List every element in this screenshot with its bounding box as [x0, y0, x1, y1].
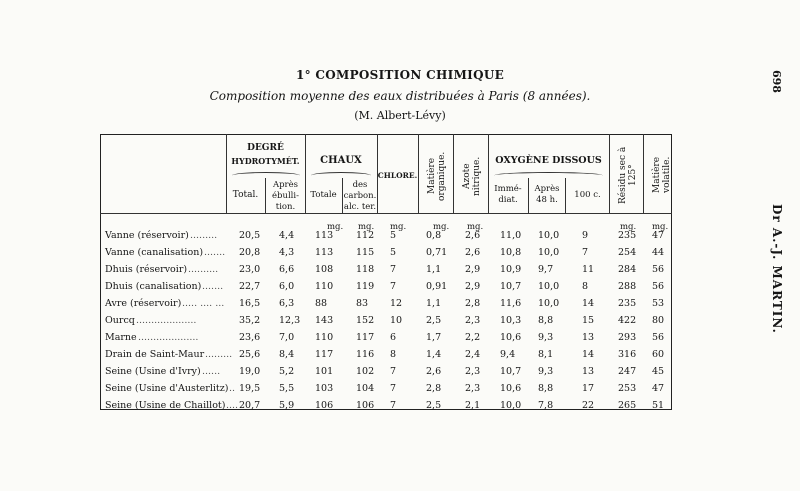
- cell-mat-org: 2,8: [426, 383, 442, 394]
- cell-c100: 22: [582, 400, 595, 411]
- page-title: 1° COMPOSITION CHIMIQUE: [295, 68, 505, 82]
- unit-mg: mg.: [327, 222, 344, 232]
- header-chaux-totale: Totale: [310, 190, 337, 200]
- row-label: Dhuis (canalisation): [105, 281, 202, 292]
- cell-chaux-totale: 117: [315, 349, 334, 360]
- cell-total: 25,6: [239, 349, 261, 360]
- cell-volatile: 45: [652, 366, 665, 377]
- table-row: [100, 349, 672, 366]
- cell-chlore: 6: [390, 332, 397, 343]
- cell-immediat: 11,0: [500, 230, 522, 241]
- cell-carbon: 83: [356, 298, 369, 309]
- cell-azote: 2,9: [465, 281, 481, 292]
- unit-mg: mg.: [433, 222, 450, 232]
- row-label: Seine (Usine de Chaillot): [105, 400, 226, 411]
- cell-volatile: 53: [652, 298, 665, 309]
- leader-dots: .........: [205, 349, 233, 360]
- table-row: [100, 298, 672, 315]
- row-label: Seine (Usine d'Austerlitz): [105, 383, 229, 394]
- cell-c100: 9: [582, 230, 589, 241]
- cell-apres48: 7,8: [538, 400, 554, 411]
- cell-immediat: 10,8: [500, 247, 522, 258]
- brace: [311, 172, 371, 179]
- table-row: [100, 315, 672, 332]
- unit-mg: mg.: [652, 222, 669, 232]
- header-immediat: Immé-diat.: [494, 184, 522, 205]
- cell-apres48: 10,0: [538, 230, 560, 241]
- cell-azote: 2,3: [465, 315, 481, 326]
- leader-dots: ....................: [138, 332, 199, 343]
- cell-chaux-totale: 88: [315, 298, 328, 309]
- row-label: Avre (réservoir): [105, 298, 182, 309]
- cell-apres48: 9,3: [538, 332, 554, 343]
- cell-total: 20,5: [239, 230, 261, 241]
- cell-volatile: 47: [652, 230, 665, 241]
- cell-carbon: 115: [356, 247, 375, 258]
- cell-c100: 13: [582, 332, 595, 343]
- cell-residu: 284: [618, 264, 637, 275]
- cell-residu: 293: [618, 332, 637, 343]
- cell-apres: 8,4: [279, 349, 295, 360]
- table-row: [100, 332, 672, 349]
- cell-immediat: 10,6: [500, 383, 522, 394]
- cell-residu: 235: [618, 230, 637, 241]
- cell-immediat: 10,0: [500, 400, 522, 411]
- cell-volatile: 56: [652, 332, 665, 343]
- cell-residu: 235: [618, 298, 637, 309]
- row-label: Marne: [105, 332, 137, 343]
- cell-mat-org: 2,5: [426, 315, 442, 326]
- header-residu-sec: Résidu sec à 125°: [618, 146, 638, 204]
- cell-azote: 2,8: [465, 298, 481, 309]
- row-label: Vanne (réservoir): [105, 230, 189, 241]
- leader-dots: ..........: [188, 264, 219, 275]
- cell-carbon: 119: [356, 281, 375, 292]
- divider: [305, 134, 306, 214]
- cell-residu: 288: [618, 281, 637, 292]
- cell-apres48: 9,7: [538, 264, 554, 275]
- cell-volatile: 51: [652, 400, 665, 411]
- cell-chaux-totale: 113: [315, 247, 334, 258]
- cell-carbon: 102: [356, 366, 375, 377]
- cell-carbon: 106: [356, 400, 375, 411]
- cell-carbon: 112: [356, 230, 375, 241]
- cell-total: 19,0: [239, 366, 261, 377]
- cell-c100: 14: [582, 349, 595, 360]
- cell-volatile: 80: [652, 315, 665, 326]
- cell-total: 35,2: [239, 315, 261, 326]
- cell-apres: 5,2: [279, 366, 295, 377]
- cell-immediat: 10,3: [500, 315, 522, 326]
- cell-chaux-totale: 103: [315, 383, 334, 394]
- table-row: [100, 247, 672, 264]
- header-hydrotymet: HYDROTYMÉT.: [231, 156, 300, 166]
- cell-total: 23,0: [239, 264, 261, 275]
- cell-chlore: 7: [390, 264, 397, 275]
- page-subtitle: Composition moyenne des eaux distribuées à Paris (8 années).: [209, 89, 591, 103]
- divider: [418, 134, 419, 214]
- cell-total: 20,8: [239, 247, 261, 258]
- row-label: Seine (Usine d'Ivry): [105, 366, 201, 377]
- table-row: [100, 264, 672, 281]
- cell-chaux-totale: 101: [315, 366, 334, 377]
- cell-carbon: 104: [356, 383, 375, 394]
- side-header: Dr A.-J. MARTIN.: [770, 204, 784, 334]
- leader-dots: ....: [226, 400, 239, 411]
- cell-chaux-totale: 108: [315, 264, 334, 275]
- row-label: Drain de Saint-Maur: [105, 349, 205, 360]
- cell-total: 22,7: [239, 281, 261, 292]
- cell-immediat: 10,7: [500, 366, 522, 377]
- row-label: Dhuis (réservoir): [105, 264, 188, 275]
- cell-apres: 5,5: [279, 383, 295, 394]
- cell-c100: 15: [582, 315, 595, 326]
- cell-volatile: 47: [652, 383, 665, 394]
- cell-immediat: 9,4: [500, 349, 516, 360]
- cell-carbon: 118: [356, 264, 375, 275]
- cell-c100: 8: [582, 281, 589, 292]
- cell-volatile: 56: [652, 264, 665, 275]
- unit-mg: mg.: [358, 222, 375, 232]
- cell-residu: 422: [618, 315, 637, 326]
- cell-apres48: 8,1: [538, 349, 554, 360]
- cell-apres: 4,4: [279, 230, 295, 241]
- cell-chaux-totale: 110: [315, 281, 334, 292]
- cell-azote: 2,9: [465, 264, 481, 275]
- cell-c100: 17: [582, 383, 595, 394]
- cell-azote: 2,3: [465, 383, 481, 394]
- cell-chlore: 8: [390, 349, 397, 360]
- cell-chlore: 7: [390, 366, 397, 377]
- cell-total: 20,7: [239, 400, 261, 411]
- cell-c100: 14: [582, 298, 595, 309]
- header-matiere-volatile: Matière volatile.: [652, 156, 672, 194]
- leader-dots: ..... .... ...: [182, 298, 225, 309]
- cell-chaux-totale: 143: [315, 315, 334, 326]
- leader-dots: .......: [204, 247, 226, 258]
- cell-apres: 4,3: [279, 247, 295, 258]
- table-row: [100, 281, 672, 298]
- cell-azote: 2,6: [465, 247, 481, 258]
- unit-mg: mg.: [620, 222, 637, 232]
- cell-apres: 5,9: [279, 400, 295, 411]
- cell-apres48: 8,8: [538, 383, 554, 394]
- header-matiere-organique: Matière organique.: [427, 151, 447, 201]
- table-row: [100, 383, 672, 400]
- cell-residu: 265: [618, 400, 637, 411]
- cell-carbon: 152: [356, 315, 375, 326]
- cell-volatile: 60: [652, 349, 665, 360]
- cell-mat-org: 1,4: [426, 349, 442, 360]
- cell-azote: 2,1: [465, 400, 481, 411]
- cell-c100: 13: [582, 366, 595, 377]
- divider: [609, 134, 610, 214]
- cell-mat-org: 2,5: [426, 400, 442, 411]
- cell-mat-org: 2,6: [426, 366, 442, 377]
- leader-dots: ....................: [136, 315, 197, 326]
- cell-apres: 6,6: [279, 264, 295, 275]
- cell-total: 23,6: [239, 332, 261, 343]
- header-chlore: CHLORE.: [377, 171, 418, 180]
- unit-mg: mg.: [467, 222, 484, 232]
- cell-mat-org: 0,71: [426, 247, 448, 258]
- cell-mat-org: 0,8: [426, 230, 442, 241]
- cell-apres48: 10,0: [538, 298, 560, 309]
- cell-chaux-totale: 106: [315, 400, 334, 411]
- cell-apres48: 9,3: [538, 366, 554, 377]
- cell-chlore: 12: [390, 298, 403, 309]
- cell-mat-org: 1,7: [426, 332, 442, 343]
- header-azote-nitrique: Azote nitrique.: [462, 156, 482, 196]
- header-100c: 100 c.: [574, 190, 601, 200]
- cell-residu: 253: [618, 383, 637, 394]
- cell-residu: 247: [618, 366, 637, 377]
- cell-chlore: 10: [390, 315, 403, 326]
- divider: [643, 134, 644, 214]
- cell-chlore: 5: [390, 230, 397, 241]
- cell-apres: 6,3: [279, 298, 295, 309]
- cell-chlore: 7: [390, 383, 397, 394]
- cell-azote: 2,6: [465, 230, 481, 241]
- cell-total: 16,5: [239, 298, 261, 309]
- cell-residu: 316: [618, 349, 637, 360]
- cell-c100: 11: [582, 264, 595, 275]
- header-oxygene-dissous: OXYGÈNE DISSOUS: [495, 155, 602, 166]
- header-total: Total.: [232, 190, 259, 200]
- cell-immediat: 11,6: [500, 298, 522, 309]
- cell-immediat: 10,6: [500, 332, 522, 343]
- page-number: 698: [770, 70, 783, 93]
- header-des-carbon: des carbon. alc. ter.: [343, 180, 377, 212]
- page-author: (M. Albert-Lévy): [354, 109, 446, 122]
- cell-carbon: 117: [356, 332, 375, 343]
- cell-azote: 2,3: [465, 366, 481, 377]
- cell-immediat: 10,9: [500, 264, 522, 275]
- row-label: Ourcq: [105, 315, 135, 326]
- header-apres-ebullition: Après ébulli-tion.: [272, 180, 299, 212]
- cell-apres: 12,3: [279, 315, 301, 326]
- cell-volatile: 44: [652, 247, 665, 258]
- divider: [453, 134, 454, 214]
- cell-total: 19,5: [239, 383, 261, 394]
- cell-chlore: 7: [390, 281, 397, 292]
- table-row: [100, 230, 672, 247]
- cell-apres48: 8,8: [538, 315, 554, 326]
- cell-chlore: 5: [390, 247, 397, 258]
- row-label: Vanne (canalisation): [105, 247, 204, 258]
- cell-apres: 7,0: [279, 332, 295, 343]
- table-row: [100, 366, 672, 383]
- cell-azote: 2,4: [465, 349, 481, 360]
- cell-carbon: 116: [356, 349, 375, 360]
- cell-azote: 2,2: [465, 332, 481, 343]
- leader-dots: ......: [202, 366, 221, 377]
- cell-apres48: 10,0: [538, 281, 560, 292]
- header-rule: [100, 213, 672, 214]
- table-row: [100, 400, 672, 417]
- cell-mat-org: 1,1: [426, 298, 442, 309]
- leader-dots: ..: [229, 383, 236, 394]
- brace: [232, 172, 300, 179]
- cell-chaux-totale: 110: [315, 332, 334, 343]
- unit-mg: mg.: [390, 222, 407, 232]
- brace: [494, 172, 603, 179]
- cell-volatile: 56: [652, 281, 665, 292]
- header-degre: DEGRÉ: [247, 143, 284, 153]
- cell-c100: 7: [582, 247, 589, 258]
- cell-residu: 254: [618, 247, 637, 258]
- cell-apres48: 10,0: [538, 247, 560, 258]
- cell-chaux-totale: 113: [315, 230, 334, 241]
- header-chaux: CHAUX: [320, 155, 362, 166]
- cell-apres: 6,0: [279, 281, 295, 292]
- leader-dots: .......: [202, 281, 224, 292]
- header-apres-48h: Après 48 h.: [534, 184, 560, 205]
- cell-mat-org: 1,1: [426, 264, 442, 275]
- cell-mat-org: 0,91: [426, 281, 448, 292]
- cell-chlore: 7: [390, 400, 397, 411]
- cell-immediat: 10,7: [500, 281, 522, 292]
- leader-dots: .........: [190, 230, 218, 241]
